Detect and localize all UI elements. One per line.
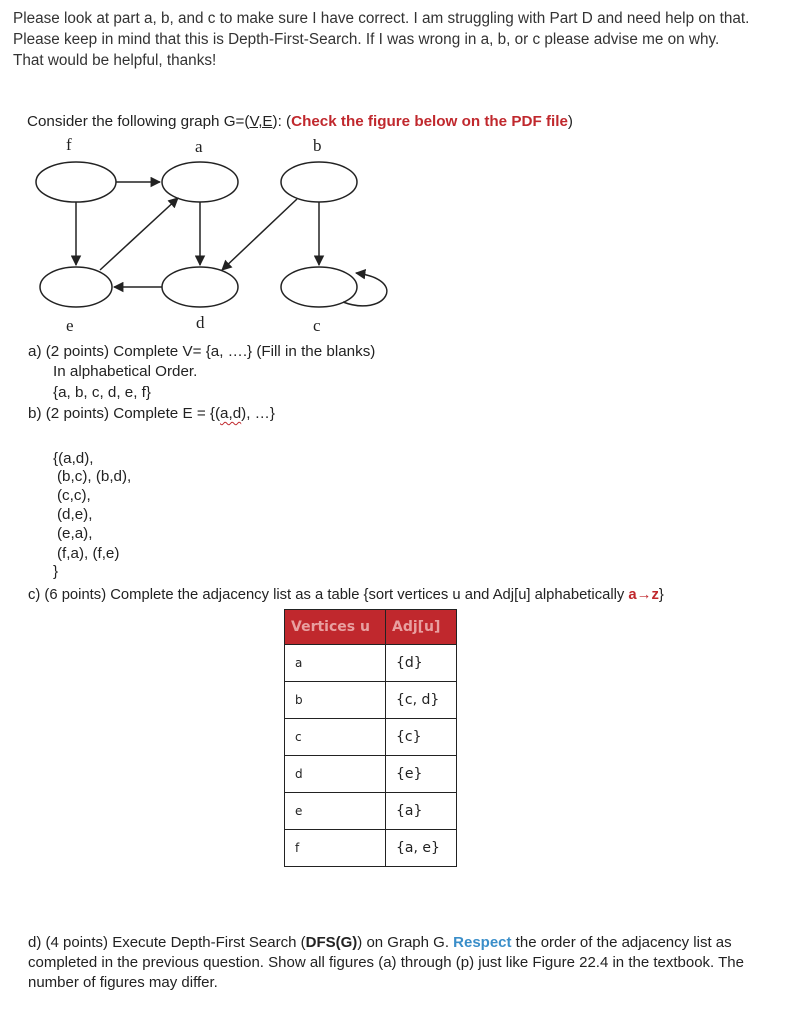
vertex-cell: c xyxy=(285,719,386,756)
edge-list-line-6: (f,a), (f,e) xyxy=(57,545,120,562)
header-adj: Adj[u] xyxy=(386,610,457,645)
part-d-p1: d) (4 points) Execute Depth-First Search ( xyxy=(28,934,306,951)
adj-cell: {c} xyxy=(386,719,457,756)
part-b-question xyxy=(28,405,275,422)
adj-cell: {a} xyxy=(386,793,457,830)
adj-cell: {e} xyxy=(386,756,457,793)
graph-label-c: c xyxy=(313,316,321,335)
table-row xyxy=(285,645,457,682)
edge-list-line-3: (c,c), xyxy=(57,487,91,504)
node-f xyxy=(36,162,116,202)
part-c-question xyxy=(28,587,664,603)
consider-prefix: Consider the following graph G=( xyxy=(27,113,250,130)
graph-figure xyxy=(0,150,420,320)
graph-label-f: f xyxy=(66,135,72,154)
vertex-cell: a xyxy=(285,645,386,682)
node-e xyxy=(40,267,112,307)
adj-cell: {a, e} xyxy=(386,830,457,867)
header-vertices: Vertices u xyxy=(285,610,386,645)
part-d-p2: ) on Graph G. xyxy=(357,934,454,951)
consider-line xyxy=(27,113,573,130)
part-c-prefix: c) (6 points) Complete the adjacency list as a table {sort vertices u and Adj[u] alphabetically xyxy=(28,587,629,603)
graph-label-b: b xyxy=(313,136,322,155)
adj-cell: {c, d} xyxy=(386,682,457,719)
consider-mid: ): ( xyxy=(272,113,292,130)
edge-list-close: } xyxy=(53,563,59,580)
node-a xyxy=(162,162,238,202)
node-b xyxy=(281,162,357,202)
part-a-note: In alphabetical Order. xyxy=(53,363,198,380)
edge-b-d xyxy=(222,199,297,270)
part-c-arrow: a→z xyxy=(628,587,659,603)
graph-label-d: d xyxy=(196,313,205,332)
table-row xyxy=(285,830,457,867)
edge-list-line-4: (d,e), xyxy=(57,506,93,523)
node-d xyxy=(162,267,238,307)
check-pdf-note: Check the figure below on the PDF file xyxy=(291,113,568,130)
part-a-question: a) (2 points) Complete V= {a, ….} (Fill in the blanks) xyxy=(28,343,376,360)
consider-ve: V,E xyxy=(249,113,273,130)
edge-list-line-1: {(a,d), xyxy=(53,450,94,467)
table-row xyxy=(285,682,457,719)
graph-label-e: e xyxy=(66,316,74,335)
edge-e-a xyxy=(100,198,178,270)
vertex-cell: b xyxy=(285,682,386,719)
table-row xyxy=(285,793,457,830)
part-b-ad: a,d xyxy=(220,405,242,422)
part-d-p3: the order of the adjacency list as completed in the previous question. Show all figures (a) through (p) just like Figure 22.4 in the textbook. The number of figures may differ. xyxy=(28,934,744,991)
node-c xyxy=(281,267,357,307)
part-d-dfs: DFS(G) xyxy=(305,934,358,951)
table-row xyxy=(285,756,457,793)
table-header-row xyxy=(285,610,457,645)
vertex-cell: e xyxy=(285,793,386,830)
part-b-suffix: ), …} xyxy=(241,405,275,422)
intro-paragraph: Please look at part a, b, and c to make sure I have correct. I am struggling with Part D and need help on that. Please keep in mind that this is Depth-First-Search. If I was wrong in a, b, or c please advise me on why. That would be helpful, thanks! xyxy=(13,10,750,69)
part-d-paragraph xyxy=(28,933,748,993)
table-row xyxy=(285,719,457,756)
part-d-respect: Respect xyxy=(453,934,512,951)
vertex-cell: f xyxy=(285,830,386,867)
part-a-answer: {a, b, c, d, e, f} xyxy=(53,384,151,401)
part-c-end: } xyxy=(658,587,664,603)
part-b-prefix: b) (2 points) Complete E = {( xyxy=(28,405,221,422)
edge-list-line-5: (e,a), xyxy=(57,525,93,542)
consider-end: ) xyxy=(567,113,573,130)
vertex-cell: d xyxy=(285,756,386,793)
adjacency-table xyxy=(284,609,457,867)
adj-cell: {d} xyxy=(386,645,457,682)
edge-list-line-2: (b,c), (b,d), xyxy=(57,468,132,485)
graph-label-a: a xyxy=(195,137,203,156)
